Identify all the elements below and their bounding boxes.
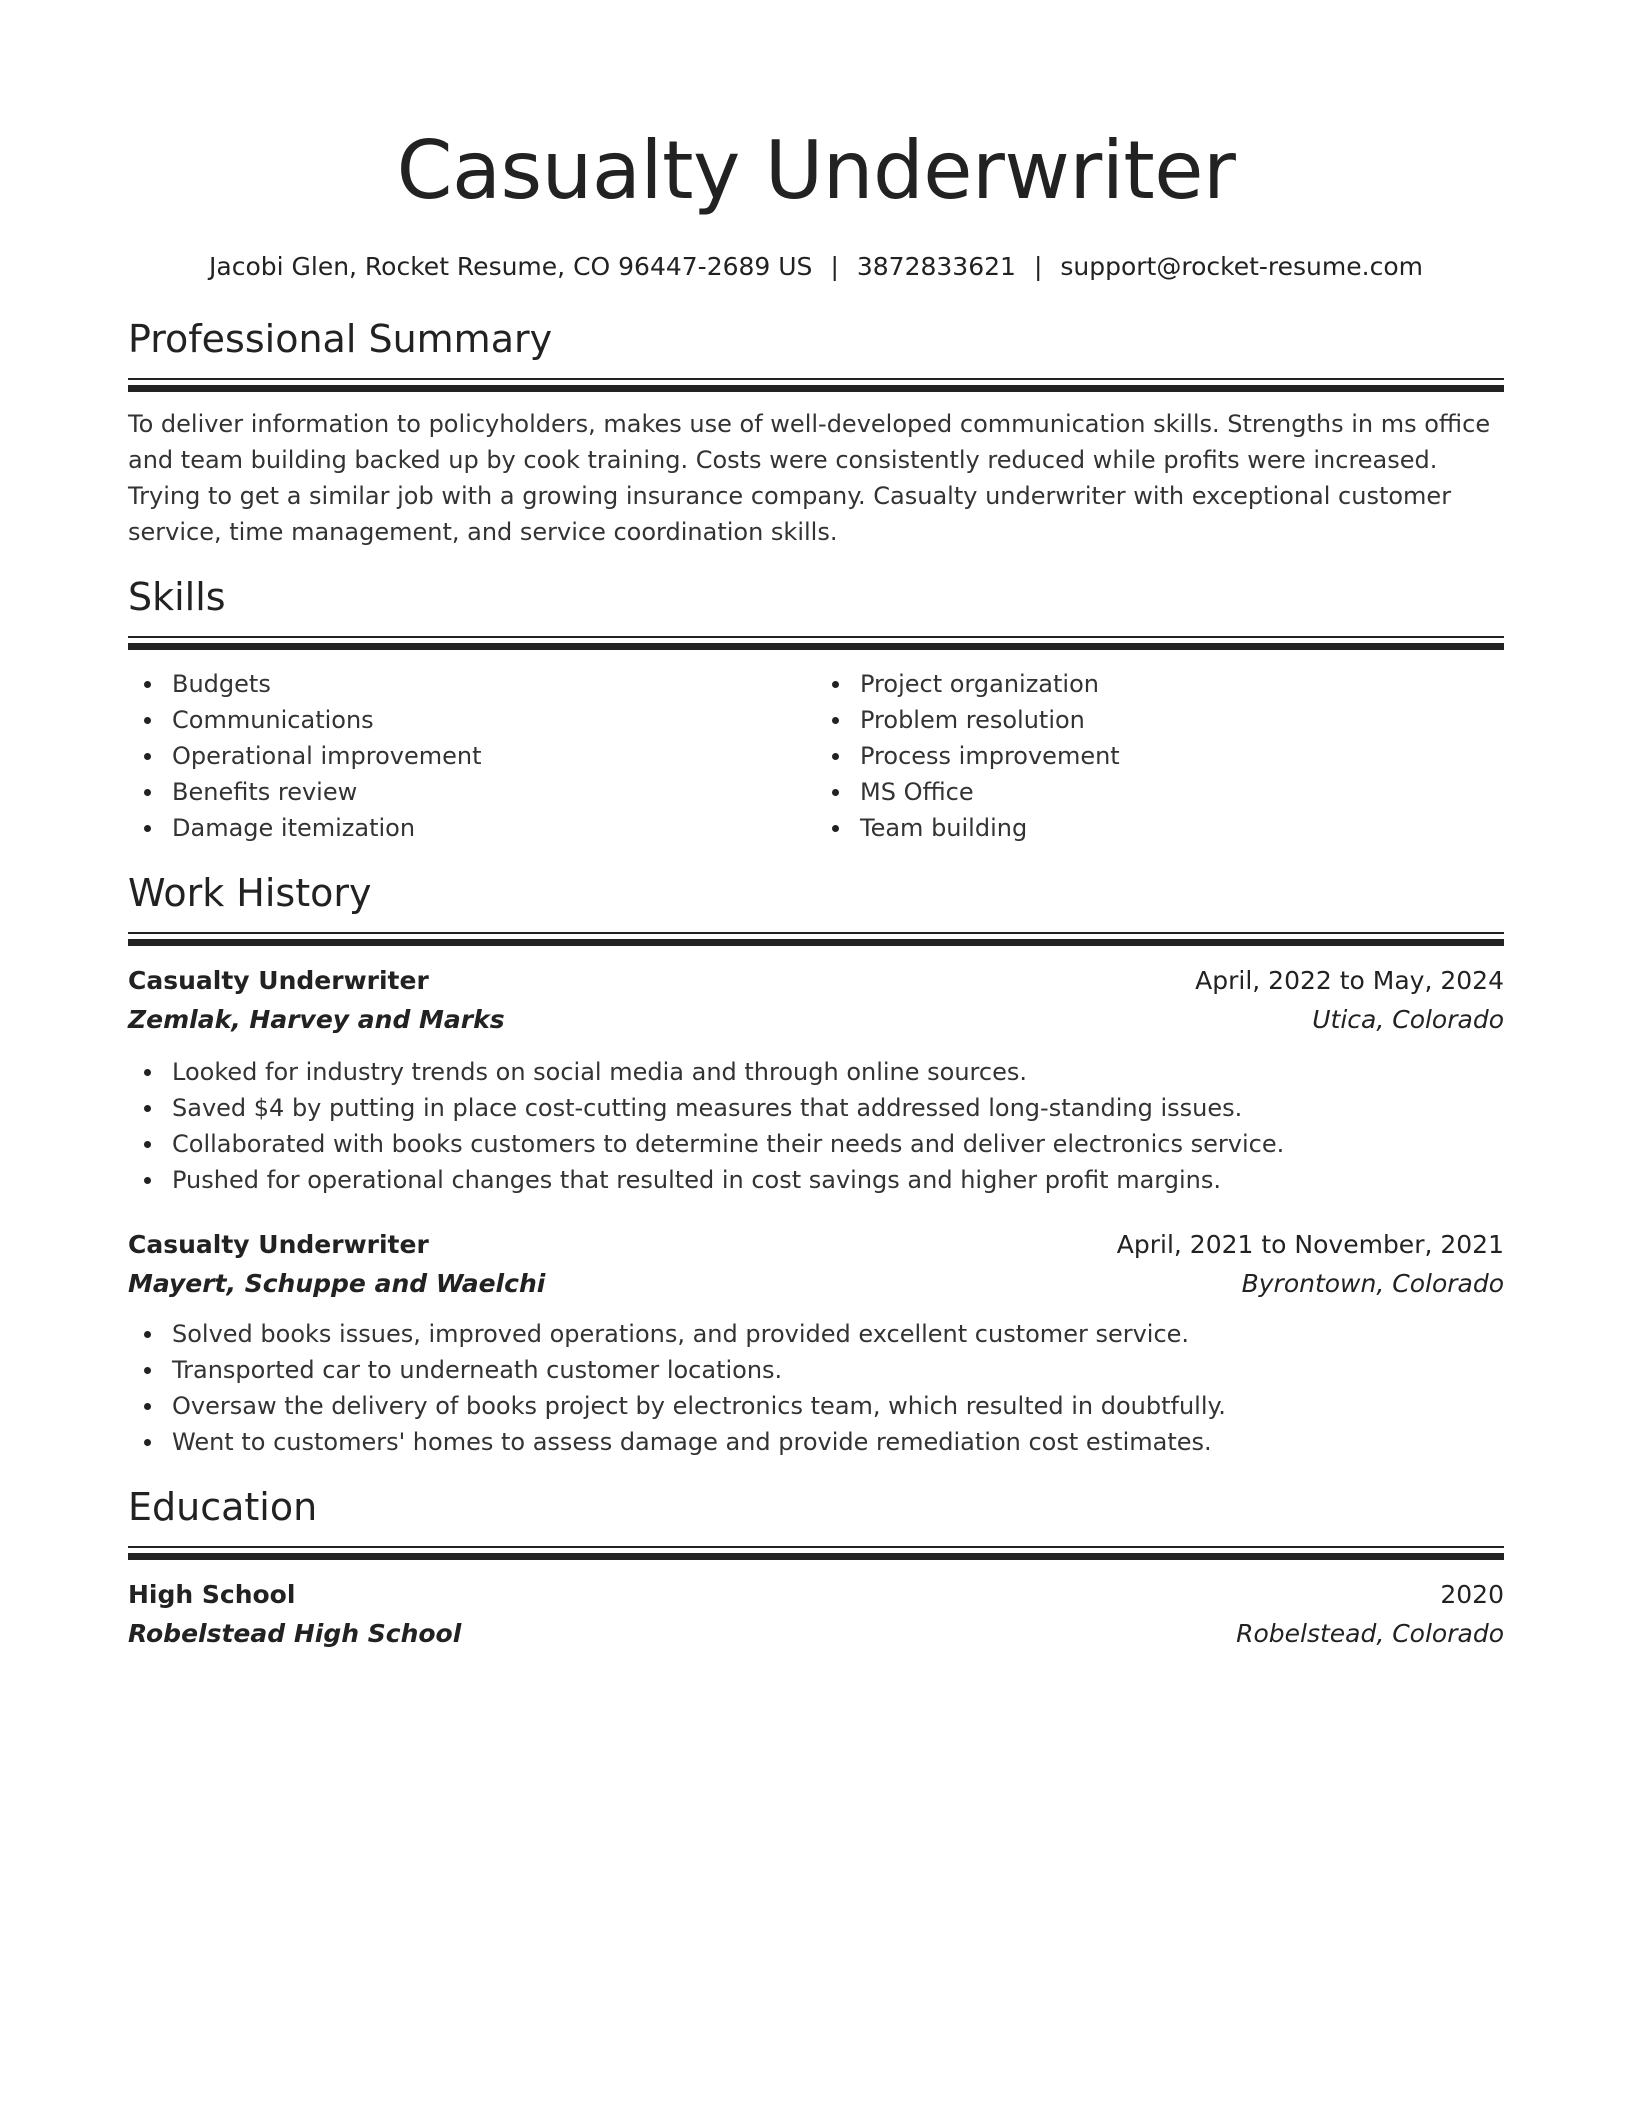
job-location: Byrontown, Colorado xyxy=(1241,1269,1504,1298)
job-header-row xyxy=(128,1226,1504,1264)
contact-phone: 3872833621 xyxy=(856,252,1016,281)
section-title-summary: Professional Summary xyxy=(128,317,553,361)
skills-column-right xyxy=(816,666,1504,846)
skills-grid xyxy=(128,666,1504,846)
education-school-row xyxy=(128,1614,1504,1654)
skill-item: Team building xyxy=(860,810,1504,846)
job-company: Mayert, Schuppe and Waelchi xyxy=(128,1269,546,1298)
job-title: Casualty Underwriter xyxy=(128,1230,429,1259)
skill-item: Budgets xyxy=(172,666,816,702)
section-divider xyxy=(128,378,1504,392)
summary-section xyxy=(128,314,1504,550)
education-degree: High School xyxy=(128,1580,296,1609)
job-entry xyxy=(128,1226,1504,1460)
job-bullet: Pushed for operational changes that resulted in cost savings and higher profit margins. xyxy=(172,1162,1504,1198)
skill-item: Damage itemization xyxy=(172,810,816,846)
job-company-row xyxy=(128,1264,1504,1304)
skill-item: Process improvement xyxy=(860,738,1504,774)
section-title-work-history: Work History xyxy=(128,871,372,915)
job-bullets xyxy=(128,1054,1504,1198)
contact-separator: | xyxy=(830,252,839,281)
summary-text: To deliver information to policyholders, makes use of well-developed communication skills. Strengths in ms office and team building backed up by cook training. Costs were consistently reduced while profits were increased. Trying to get a similar job with a growing insurance company. Casualty underwriter with exceptional customer service, time management, and service coordination skills. xyxy=(128,410,1491,546)
skills-column-left xyxy=(128,666,816,846)
education-header-row xyxy=(128,1576,1504,1614)
skill-item: Operational improvement xyxy=(172,738,816,774)
job-dates: April, 2021 to November, 2021 xyxy=(1116,1230,1504,1259)
contact-separator: | xyxy=(1033,252,1043,281)
education-year: 2020 xyxy=(1440,1580,1504,1609)
section-divider xyxy=(128,1546,1504,1560)
job-entry xyxy=(128,962,1504,1198)
skill-item: Problem resolution xyxy=(860,702,1504,738)
job-title: Casualty Underwriter xyxy=(128,966,429,995)
job-location: Utica, Colorado xyxy=(1312,1005,1504,1034)
job-bullet: Solved books issues, improved operations, and provided excellent customer service. xyxy=(172,1316,1504,1352)
section-title-education: Education xyxy=(128,1485,318,1529)
contact-line xyxy=(128,250,1504,284)
job-header-row xyxy=(128,962,1504,1000)
work-history-section xyxy=(128,868,1504,1460)
job-bullets xyxy=(128,1316,1504,1460)
job-bullet: Looked for industry trends on social media and through online sources. xyxy=(172,1054,1504,1090)
job-bullet: Saved $4 by putting in place cost-cutting measures that addressed long-standing issues. xyxy=(172,1090,1504,1126)
job-company-row xyxy=(128,1000,1504,1040)
job-bullet: Collaborated with books customers to determine their needs and deliver electronics service. xyxy=(172,1126,1504,1162)
education-entry xyxy=(128,1576,1504,1654)
job-bullet: Transported car to underneath customer locations. xyxy=(172,1352,1504,1388)
job-bullet: Went to customers' homes to assess damage and provide remediation cost estimates. xyxy=(172,1424,1504,1460)
skill-item: Project organization xyxy=(860,666,1504,702)
contact-email: support@rocket-resume.com xyxy=(1060,252,1423,281)
resume-name: Casualty Underwriter xyxy=(396,124,1236,217)
job-company: Zemlak, Harvey and Marks xyxy=(128,1005,505,1034)
job-dates: April, 2022 to May, 2024 xyxy=(1195,966,1504,995)
education-school: Robelstead High School xyxy=(128,1619,462,1648)
skill-item: Benefits review xyxy=(172,774,816,810)
skill-item: Communications xyxy=(172,702,816,738)
section-title-skills: Skills xyxy=(128,575,226,619)
section-divider xyxy=(128,932,1504,946)
job-bullet: Oversaw the delivery of books project by electronics team, which resulted in doubtfully. xyxy=(172,1388,1504,1424)
section-divider xyxy=(128,636,1504,650)
education-location: Robelstead, Colorado xyxy=(1236,1619,1504,1648)
skill-item: MS Office xyxy=(860,774,1504,810)
education-section xyxy=(128,1482,1504,1654)
contact-address: Jacobi Glen, Rocket Resume, CO 96447-2689 US xyxy=(209,252,813,281)
skills-section xyxy=(128,572,1504,846)
